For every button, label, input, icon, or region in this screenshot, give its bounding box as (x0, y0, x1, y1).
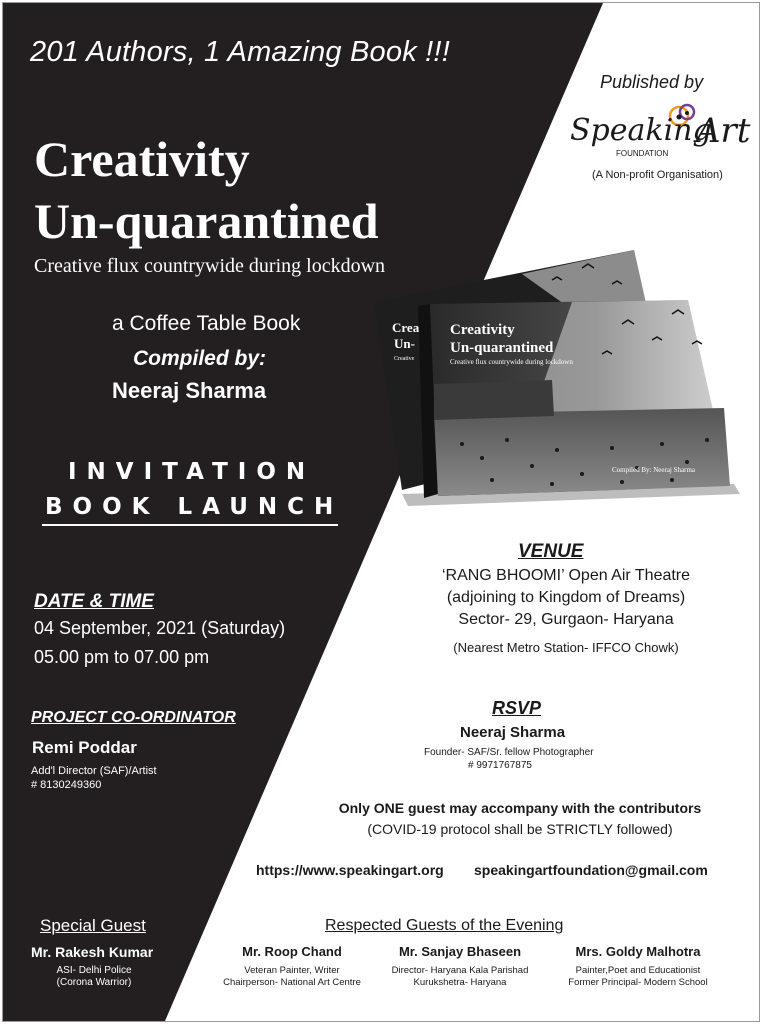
cover-subtitle: Creative flux countrywide during lockdown (450, 358, 573, 366)
cover-title-2: Un-quarantined (450, 340, 554, 356)
rsvp-name: Neeraj Sharma (460, 724, 566, 741)
coordinator-heading: PROJECT CO-ORDINATOR (31, 709, 236, 726)
guest-name-2: Mr. Sanjay Bhaseen (398, 944, 522, 959)
coordinator-phone: # 8130249360 (31, 779, 102, 791)
website-link[interactable]: https://www.speakingart.org (256, 862, 444, 878)
date-time-heading: DATE & TIME (34, 591, 154, 612)
book-launch-heading: BOOK LAUNCH (45, 494, 344, 520)
event-date: 04 September, 2021 (Saturday) (34, 618, 286, 638)
venue-metro: (Nearest Metro Station- IFFCO Chowk) (453, 640, 679, 655)
title-line-2: Un-quarantined (34, 193, 379, 249)
covid-note: (COVID-19 protocol shall be STRICTLY followed) (367, 821, 673, 837)
guest-name-1: Mr. Roop Chand (242, 944, 342, 959)
book-type: a Coffee Table Book (112, 312, 301, 335)
guest-role-3a: Painter,Poet and Educationist (575, 965, 701, 976)
guest-role-2a: Director- Haryana Kala Parishad (391, 965, 529, 976)
compiler-name: Neeraj Sharma (112, 378, 267, 403)
guest-note: Only ONE guest may accompany with the contributors (338, 800, 702, 816)
back-cover-title-2: Un- (394, 336, 415, 351)
guest-role-1b: Chairperson- National Art Centre (223, 977, 361, 988)
venue-heading: VENUE (518, 541, 584, 562)
cover-credit: Compiled By: Neeraj Sharma (612, 466, 696, 474)
invitation-underline (42, 524, 338, 526)
speaking-art-logo (568, 96, 752, 166)
back-cover-subtitle: Creative (394, 356, 415, 362)
back-cover-title-1: Crea (392, 320, 420, 335)
special-guest-role: ASI- Delhi Police (56, 965, 132, 976)
subtitle: Creative flux countrywide during lockdown (34, 255, 386, 277)
rsvp-heading: RSVP (492, 698, 542, 718)
special-guest-name: Mr. Rakesh Kumar (31, 944, 154, 960)
special-guest-note: (Corona Warrior) (56, 977, 132, 988)
tagline: 201 Authors, 1 Amazing Book !!! (30, 36, 450, 68)
publisher-note: (A Non-profit Organisation) (592, 169, 723, 181)
venue-line-2: (adjoining to Kingdom of Dreams) (446, 589, 686, 606)
invitation-heading: INVITATION (68, 459, 316, 485)
logo-art-text: Art (696, 111, 751, 151)
event-time: 05.00 pm to 07.00 pm (34, 647, 210, 667)
compiled-by-label: Compiled by: (133, 347, 267, 370)
book-cover-image (372, 244, 742, 512)
guest-role-3b: Former Principal- Modern School (568, 977, 708, 988)
respected-guests-heading: Respected Guests of the Evening (325, 917, 564, 934)
cover-title-1: Creativity (450, 322, 515, 338)
logo-foundation-text: FOUNDATION (616, 149, 669, 158)
title-line-1: Creativity (34, 131, 250, 187)
logo-speaking-text: Speaking (570, 113, 712, 148)
coordinator-name: Remi Poddar (32, 738, 137, 757)
guest-role-2b: Kurukshetra- Haryana (413, 977, 507, 988)
rsvp-phone: # 9971767875 (468, 760, 532, 771)
rsvp-role: Founder- SAF/Sr. fellow Photographer (424, 747, 594, 758)
venue-line-3: Sector- 29, Gurgaon- Haryana (458, 611, 674, 628)
guest-name-3: Mrs. Goldy Malhotra (575, 944, 701, 959)
published-by-label: Published by (600, 72, 704, 92)
venue-line-1: ‘RANG BHOOMI’ Open Air Theatre (441, 567, 691, 584)
guest-role-1a: Veteran Painter, Writer (244, 965, 340, 976)
email-link[interactable]: speakingartfoundation@gmail.com (474, 862, 708, 878)
special-guest-heading: Special Guest (40, 916, 146, 935)
coordinator-role: Add'l Director (SAF)/Artist (31, 765, 157, 777)
